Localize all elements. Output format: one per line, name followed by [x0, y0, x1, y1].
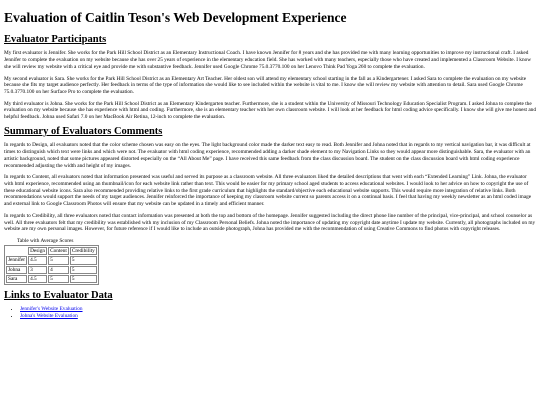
table-header-cell: Design [30, 248, 46, 255]
table-header-cell: Content [50, 248, 67, 255]
table-header-cell [6, 247, 27, 255]
jennifer-evaluation-link[interactable]: Jennifer's Website Evaluation [20, 306, 83, 313]
participant-paragraph-jennifer: My first evaluator is Jennifer. She works for the Park Hill School District as an Elementary Instructional Coach. I have known Jennifer for 8 years and she has provided me with many learning opportunities to improve my instructional craft. I asked Jennifer to complete the evaluation on my website because she has over 25 years of experience in the elementary education field. She has worked with many teachers, especially those who have created and implemented a Classroom Website. I know she will review my website with a critical eye and provide me with substantive feedback. Jennifer used Google Chrome 75.0.3770.100 on her Lenovo Think Pad Yoga 260 to complete the evaluation. [4, 50, 532, 70]
table-cell: 4.5 [28, 275, 47, 283]
participants-heading: Evaluator Participants [4, 33, 107, 45]
table-cell: Johna [6, 266, 27, 274]
summary-section [4, 126, 536, 285]
table-cell: 3 [28, 266, 47, 274]
table-cell: 5 [70, 266, 97, 274]
table-header-cell: Credibility [71, 248, 95, 255]
table-row [6, 266, 97, 274]
table-cell: 5 [70, 256, 97, 264]
table-cell: 4 [48, 266, 69, 274]
table-cell: Sara [6, 275, 27, 283]
participants-section [4, 34, 536, 121]
evaluation-links-list [4, 306, 536, 320]
scores-table-caption: Table with Average Scores [17, 238, 74, 245]
table-header-row [6, 247, 97, 255]
links-heading: Links to Evaluator Data [4, 289, 113, 301]
table-row [6, 256, 97, 264]
links-section [4, 290, 536, 320]
summary-heading: Summary of Evaluators Comments [4, 125, 163, 137]
list-item [20, 313, 536, 320]
scores-table-wrap [4, 238, 536, 285]
table-cell: 5 [48, 256, 69, 264]
summary-paragraph-content: In regards to Content, all evaluators noted that information presented was useful and served its purpose as a classroom website. All three evaluators liked the detailed descriptions that went with each “Extended Learning” Link. Johna, the evaluator with html experience, recommended using an thumbnail/icon for each website link rather than text. This would be easier for my primary school aged students to access educational websites. I would look to her advice on how to copyright the use of these educational website icons. Sara also recommended providing relative links to the first grade curriculum that highlights the standard/objective each educational website supports. This would require more integration of relative links. Both recommendations would support the needs of my target audiences. Jennifer reinforced the importance of keeping my classroom website current so parents access it on a continual basis. I feel that having my weekly newsletter as an html coded image and external link to Google Classroom Photos will ensure that my website can be updated in a timely and efficient manner. [4, 174, 532, 208]
table-row [6, 275, 97, 283]
list-item [20, 306, 536, 313]
table-cell: 5 [70, 275, 97, 283]
participant-paragraph-sara: My second evaluator is Sara. She works for the Park Hill School District as an Elementary Art Teacher. Her oldest son will attend my elementary school starting in the fall as a Kindergartener. I asked Sara to complete the evaluation on my website because she fits my target audience perfectly. Her feedback in terms of the type of information she would like to see included within the website is vital to me. I know she will review my website with attention to detail. Sara used Google Chrome 75.0.3770.100 on her Surface Pro to complete the evaluation. [4, 75, 527, 95]
scores-table [4, 245, 99, 284]
page-title: Evaluation of Caitlin Teson's Web Development Experience [4, 10, 347, 25]
participant-paragraph-johna: My third evaluator is Johna. She works for the Park Hill School District as an Elementary Kindergarten teacher. Furthermore, she is a student within the University of Missouri Technology Education Specialist Program. I asked Johna to complete the evaluation on my website because she has experience with html and coding. Furthermore, she is an elementary teacher with her own classroom website. I will look at her feedback for html coding advice specifically. I know she will give me honest and helpful feedback. Johna used Safari 7.0 on her MacBook Air Retina, 12-inch to complete the evaluation. [4, 100, 536, 121]
table-cell: 4.5 [28, 256, 47, 264]
table-cell: 5 [48, 275, 69, 283]
summary-paragraph-credibility: In regards to Credibility, all three evaluators noted that contact information was presented at both the top and bottom of the homepage. Jennifer suggested including the direct phone line number of the principal, vice-principal, and school counselor as well. All three evaluators felt that my credibility was established with my inclusion of my Classroom Personal Beliefs. Johna noted the importance of updating my copyright date anytime I update my website. Currently, all photographs included on my website are my own personal images. However, for future reference if I would like to include an outside photograph, Johna has provided me with the recommendation of using Creative Commons to find photos with copyright releases. [4, 212, 536, 233]
table-cell: Jennifer [8, 257, 26, 264]
summary-paragraph-design: In regards to Design, all evaluators noted that the color scheme chosen was easy on the eyes. The light background color made the darker text easy to read. Both Jennifer and Johna noted that in regards to my vertical navigation bar, it was difficult at times to distinguish which text were links and which were not. The evaluator with html coding experience, recommended adding a darker shade element to my Navigation Links so they would appear more distinguishable. Sara, the evaluator with an artistic background, noted that some pictures appeared distorted especially on the “All About Me” page. I have received this same feedback from the class discussion board. The student on the class discussion board with html coding experience recommended adjusting the width and height of my images. [4, 142, 531, 169]
johna-evaluation-link[interactable]: Johna's Website Evaluation [20, 313, 78, 320]
